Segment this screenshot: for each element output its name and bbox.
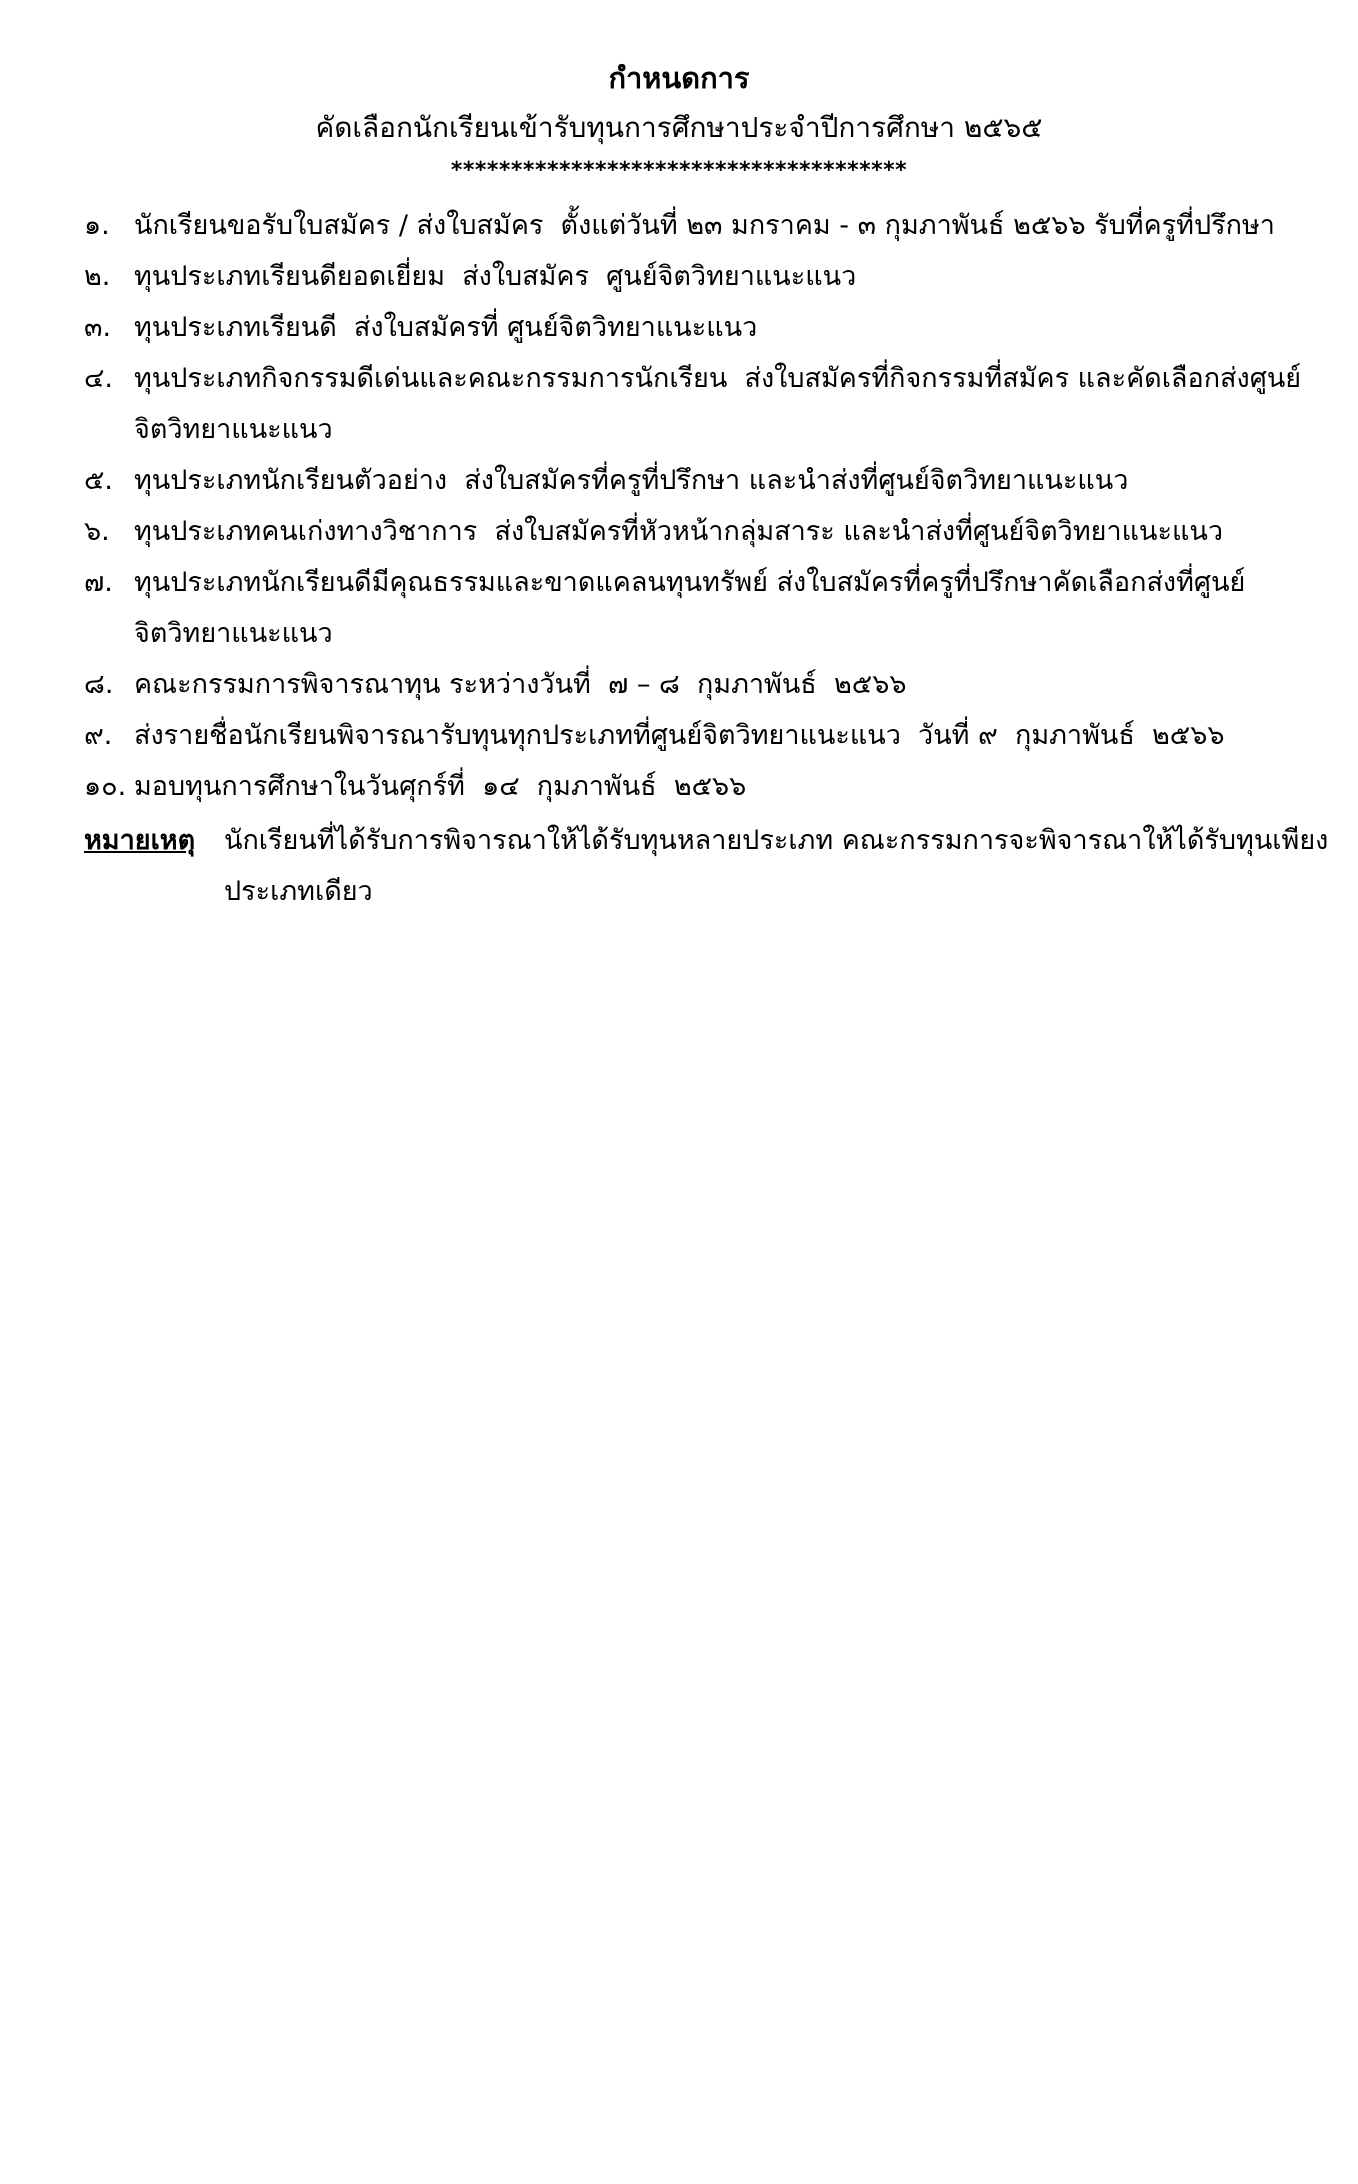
item-text: ทุนประเภทเรียนดี ส่งใบสมัครที่ ศูนย์จิตวิทยาแนะแนว	[134, 312, 758, 343]
list-item	[84, 506, 1334, 557]
item-text: ทุนประเภทนักเรียนตัวอย่าง ส่งใบสมัครที่ครูที่ปรึกษา และนำส่งที่ศูนย์จิตวิทยาแนะแนว	[134, 465, 1129, 496]
item-number: ๑๐.	[84, 771, 127, 802]
remark-text: นักเรียนที่ได้รับการพิจารณาให้ได้รับทุนหลายประเภท คณะกรรมการจะพิจารณาให้ได้รับทุนเพียงประเภทเดียว	[224, 825, 1329, 907]
list-item	[84, 710, 1334, 761]
star-divider: **************************************	[450, 158, 908, 183]
item-number: ๒.	[84, 261, 111, 292]
remark-label: หมายเหตุ	[84, 825, 196, 856]
item-text: ทุนประเภทคนเก่งทางวิชาการ ส่งใบสมัครที่หัวหน้ากลุ่มสาระ และนำส่งที่ศูนย์จิตวิทยาแนะแนว	[134, 516, 1224, 547]
item-text: ส่งรายชื่อนักเรียนพิจารณารับทุนทุกประเภทที่ศูนย์จิตวิทยาแนะแนว วันที่ ๙ กุมภาพันธ์ ๒๕๖๖	[134, 720, 1225, 751]
document-title: กำหนดการ	[608, 61, 750, 95]
item-text: มอบทุนการศึกษาในวันศุกร์ที่ ๑๔ กุมภาพันธ์ ๒๕๖๖	[134, 771, 747, 802]
item-text: นักเรียนขอรับใบสมัคร / ส่งใบสมัคร ตั้งแต่วันที่ ๒๓ มกราคม - ๓ กุมภาพันธ์ ๒๕๖๖ รับที่ครูที่ปรึกษา	[134, 210, 1275, 241]
item-number: ๙.	[84, 720, 113, 751]
list-item	[84, 251, 1334, 302]
list-item	[84, 353, 1334, 455]
item-number: ๑.	[84, 210, 110, 241]
list-item	[84, 761, 1334, 812]
list-item	[84, 659, 1334, 710]
list-item	[84, 200, 1334, 251]
item-number: ๘.	[84, 669, 114, 700]
item-number: ๓.	[84, 312, 112, 343]
list-item	[84, 302, 1334, 353]
item-number: ๕.	[84, 465, 114, 496]
item-number: ๗.	[84, 567, 113, 598]
item-number: ๖.	[84, 516, 110, 547]
list-item	[84, 455, 1334, 506]
item-text: คณะกรรมการพิจารณาทุน ระหว่างวันที่ ๗ – ๘ กุมภาพันธ์ ๒๕๖๖	[134, 669, 907, 700]
schedule-list	[84, 200, 1334, 812]
item-text: ทุนประเภทกิจกรรมดีเด่นและคณะกรรมการนักเรียน ส่งใบสมัครที่กิจกรรมที่สมัคร และคัดเลือกส่งศูนย์จิตวิทยาแนะแนว	[134, 363, 1302, 445]
document-subtitle: คัดเลือกนักเรียนเข้ารับทุนการศึกษาประจำปีการศึกษา ๒๕๖๕	[315, 111, 1043, 144]
item-text: ทุนประเภทเรียนดียอดเยี่ยม ส่งใบสมัคร ศูนย์จิตวิทยาแนะแนว	[134, 261, 857, 292]
item-number: ๔.	[84, 363, 114, 394]
remark	[84, 815, 1334, 907]
item-text: ทุนประเภทนักเรียนดีมีคุณธรรมและขาดแคลนทุนทรัพย์ ส่งใบสมัครที่ครูที่ปรึกษาคัดเลือกส่งที่ศูนย์จิตวิทยาแนะแนว	[134, 567, 1246, 649]
list-item	[84, 557, 1334, 659]
